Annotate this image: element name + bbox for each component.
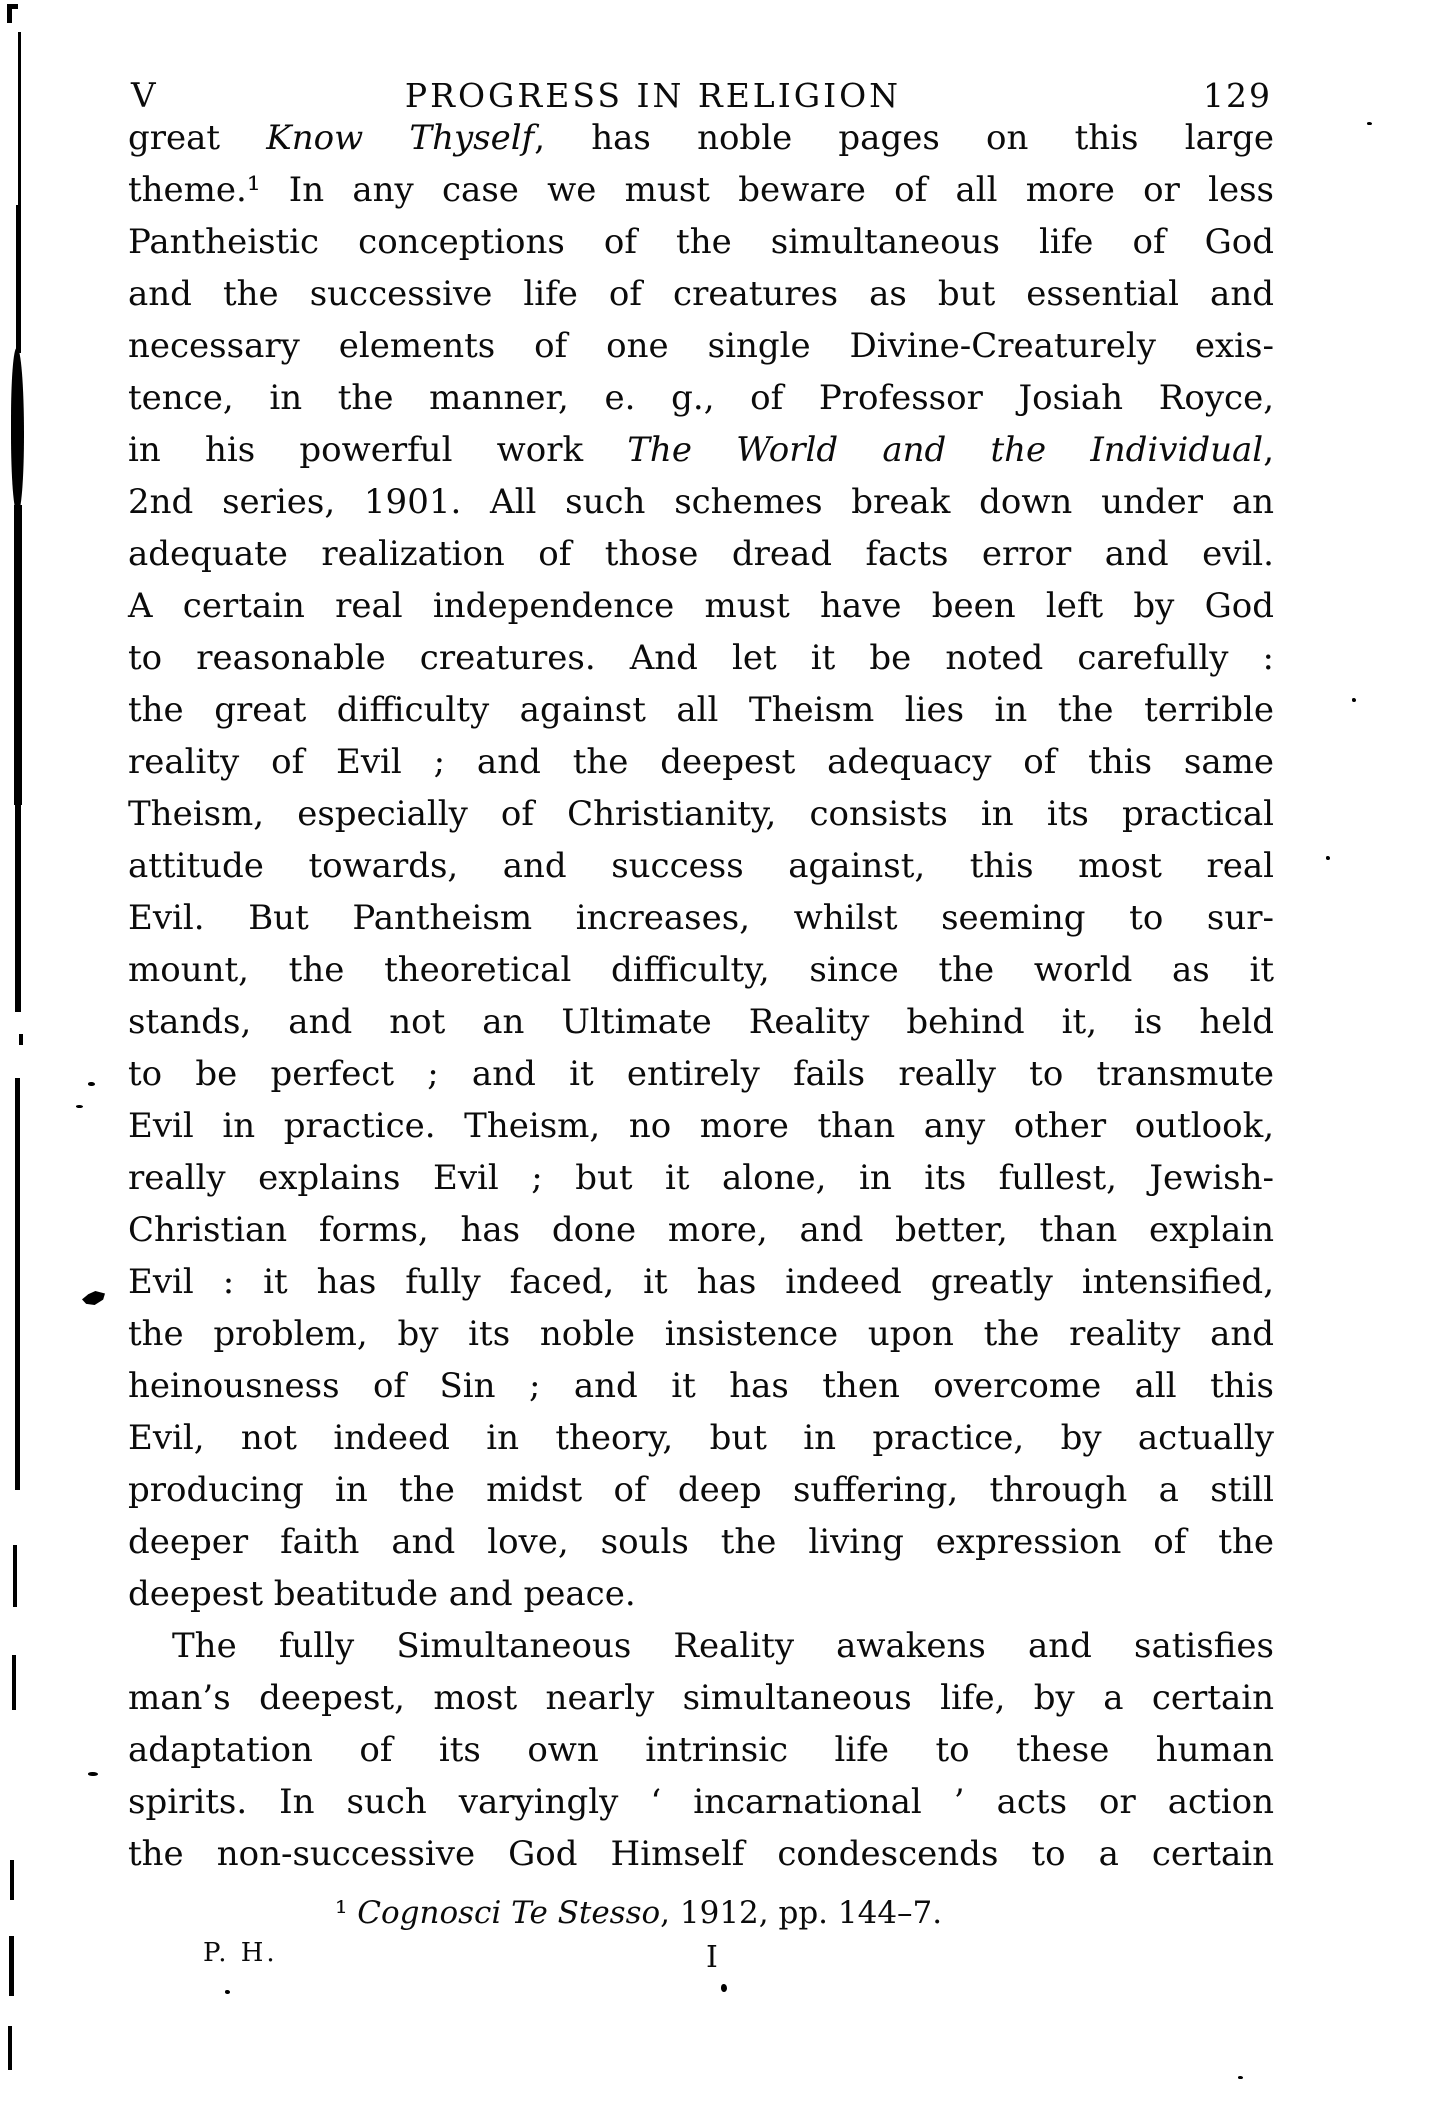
text-line: Evil in practice. Theism, no more than any other outlook,	[128, 1106, 1274, 1146]
text-line: man’s deepest, most nearly simultaneous life, by a certain	[128, 1678, 1274, 1718]
paragraph	[128, 1620, 1274, 1880]
signature-initials: P. H.	[203, 1938, 278, 1968]
scan-artifact-binding-line	[12, 1655, 16, 1710]
text-line: Pantheistic conceptions of the simultaneous life of God	[128, 222, 1274, 262]
text-line: the great difficulty against all Theism lies in the terrible	[128, 690, 1274, 730]
text-line: adaptation of its own intrinsic life to these human	[128, 1730, 1274, 1770]
text-line: really explains Evil ; but it alone, in its fullest, Jewish-	[128, 1158, 1274, 1198]
text-block	[128, 112, 1274, 1880]
scan-artifact-speck	[1367, 122, 1372, 125]
paragraph	[128, 112, 1274, 1620]
text-line: the non-successive God Himself condescends to a certain	[128, 1834, 1274, 1874]
text-line: spirits. In such varyingly ‘ incarnational ’ acts or action	[128, 1782, 1274, 1822]
text-line: producing in the midst of deep suffering, through a still	[128, 1470, 1274, 1510]
text-line: Christian forms, has done more, and better, than explain	[128, 1210, 1274, 1250]
text-line: deepest beatitude and peace.	[128, 1574, 636, 1614]
text-line: Evil : it has fully faced, it has indeed greatly intensified,	[128, 1262, 1274, 1302]
text-line: tence, in the manner, e. g., of Professor Josiah Royce,	[128, 378, 1274, 418]
text-line: great Know Thyself, has noble pages on this large	[128, 118, 1274, 158]
text-line: Evil. But Pantheism increases, whilst seeming to sur-	[128, 898, 1274, 938]
text-line: the problem, by its noble insistence upon the reality and	[128, 1314, 1274, 1354]
text-line: to reasonable creatures. And let it be noted carefully :	[128, 638, 1274, 678]
scan-artifact-speck	[721, 1984, 727, 1992]
text-line: A certain real independence must have been left by God	[128, 586, 1274, 626]
scan-artifact-binding-line	[16, 205, 21, 353]
scan-artifact-binding-line	[8, 2026, 12, 2070]
scan-artifact-binding-line	[11, 348, 24, 513]
scan-artifact-speck	[225, 1990, 230, 1994]
scan-artifact-speck	[76, 1105, 83, 1108]
text-line: Evil, not indeed in theory, but in practice, by actually	[128, 1418, 1274, 1458]
text-line: attitude towards, and success against, this most real	[128, 846, 1274, 886]
footnote: ¹ Cognosci Te Stesso, 1912, pp. 144–7.	[335, 1895, 943, 1931]
text-line: adequate realization of those dread facts error and evil.	[128, 534, 1274, 574]
scan-artifact-top-corner-mark	[7, 4, 18, 9]
scan-artifact-speck	[88, 1082, 95, 1086]
scan-artifact-binding-line	[14, 505, 22, 805]
scan-artifact-speck	[1238, 2076, 1243, 2079]
text-line: 2nd series, 1901. All such schemes break down under an	[128, 482, 1274, 522]
text-line: mount, the theoretical difficulty, since the world as it	[128, 950, 1274, 990]
text-line: in his powerful work The World and the Individual,	[128, 430, 1274, 470]
text-line: The fully Simultaneous Reality awakens and satisfies	[172, 1626, 1274, 1666]
scan-artifact-binding-line	[15, 798, 21, 1012]
scan-artifact-binding-line	[9, 1936, 14, 1996]
scan-artifact-speck	[1352, 698, 1356, 702]
scan-artifact-margin-blob	[82, 1291, 105, 1305]
scan-artifact-speck	[88, 1772, 98, 1776]
text-line: heinousness of Sin ; and it has then overcome all this	[128, 1366, 1274, 1406]
text-line: Theism, especially of Christianity, consists in its practical	[128, 794, 1274, 834]
scan-artifact-binding-line	[19, 1034, 23, 1045]
text-line: deeper faith and love, souls the living expression of the	[128, 1522, 1274, 1562]
signature-gathering-mark: I	[706, 1940, 718, 1975]
text-line: stands, and not an Ultimate Reality behind it, is held	[128, 1002, 1274, 1042]
scan-artifact-binding-line	[18, 32, 21, 207]
scan-artifact-binding-line	[15, 1078, 20, 1490]
text-line: theme.¹ In any case we must beware of all more or less	[128, 170, 1274, 210]
text-line: to be perfect ; and it entirely fails really to transmute	[128, 1054, 1274, 1094]
text-line: necessary elements of one single Divine-Creaturely exis-	[128, 326, 1274, 366]
text-line: reality of Evil ; and the deepest adequacy of this same	[128, 742, 1274, 782]
page-number: 129	[1203, 76, 1272, 115]
scan-artifact-binding-line	[13, 1545, 17, 1607]
running-title: PROGRESS IN RELIGION	[404, 76, 902, 115]
scan-artifact-speck	[1326, 856, 1330, 860]
scan-artifact-binding-line	[10, 1860, 14, 1900]
text-line: and the successive life of creatures as but essential and	[128, 274, 1274, 314]
chapter-numeral: V	[131, 76, 156, 116]
